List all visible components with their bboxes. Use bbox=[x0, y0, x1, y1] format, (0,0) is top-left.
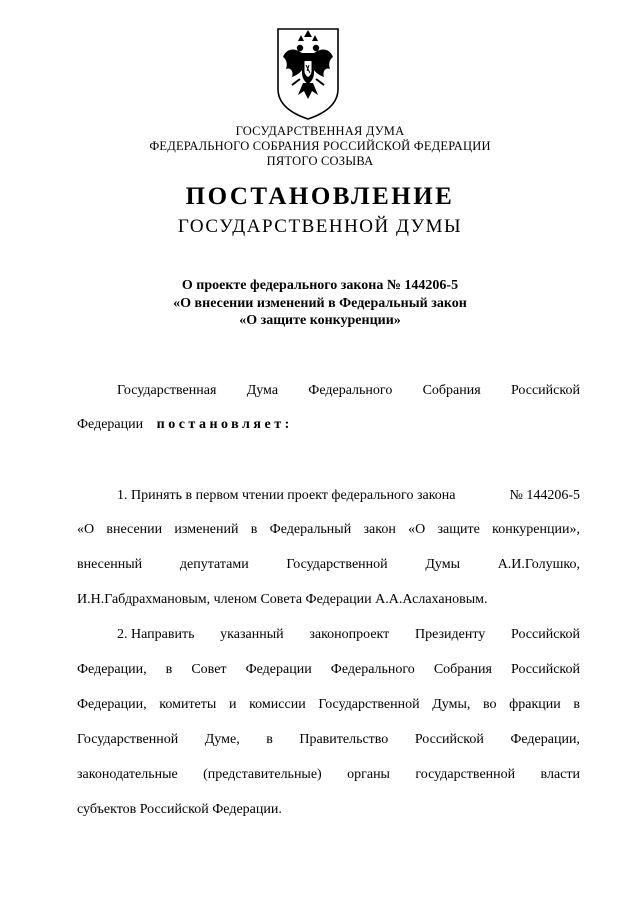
body-word: Государственной bbox=[286, 557, 388, 572]
subject-line-3: «О защите конкуренции» bbox=[239, 313, 401, 328]
body-word: Думы bbox=[425, 557, 460, 572]
body-word: 2. Направить bbox=[117, 627, 195, 642]
item2-line-4 bbox=[77, 732, 580, 748]
body-word: внесенный bbox=[77, 557, 143, 572]
body-word: Российской bbox=[414, 732, 484, 747]
item2-line-1 bbox=[117, 627, 580, 643]
document-subtitle: ГОСУДАРСТВЕННОЙ ДУМЫ bbox=[177, 216, 463, 237]
body-word: в bbox=[266, 732, 273, 747]
body-word: Собрания bbox=[433, 662, 492, 677]
body-word: законопроект bbox=[309, 627, 390, 642]
preamble-line-1 bbox=[117, 383, 580, 399]
issuer-header bbox=[0, 124, 640, 169]
body-word: А.И.Голушко, bbox=[497, 557, 580, 572]
body-word: Российской bbox=[511, 627, 580, 642]
body-word: Президенту bbox=[415, 627, 486, 642]
document-title: ПОСТАНОВЛЕНИЕ bbox=[185, 183, 455, 210]
decrees-word: постановляет: bbox=[156, 417, 293, 432]
body-word: Думы, bbox=[432, 697, 471, 712]
preamble-line-2 bbox=[77, 417, 293, 433]
preamble-word: Российской bbox=[510, 383, 580, 398]
issuer-line-1: ГОСУДАРСТВЕННАЯ ДУМА bbox=[235, 124, 405, 138]
item1-line-3 bbox=[77, 557, 580, 573]
preamble-word: Федерального bbox=[308, 383, 393, 398]
item2-line-2 bbox=[77, 662, 580, 678]
coat-of-arms-emblem bbox=[276, 27, 340, 120]
body-word: Думе, bbox=[204, 732, 240, 747]
body-word: депутатами bbox=[179, 557, 249, 572]
item2-line-6: субъектов Российской Федерации. bbox=[77, 802, 282, 817]
body-word: Правительство bbox=[299, 732, 389, 747]
resolution-subject bbox=[0, 277, 640, 330]
body-word: и bbox=[228, 697, 237, 712]
preamble-federation: Федерации bbox=[77, 417, 144, 432]
body-word: комитеты bbox=[159, 697, 217, 712]
body-word: в bbox=[573, 697, 580, 712]
preamble-word: Собрания bbox=[422, 383, 481, 398]
body-word: Совет bbox=[191, 662, 227, 677]
body-word: в bbox=[165, 662, 173, 677]
body-word: Российской bbox=[511, 662, 580, 677]
subject-line-1: О проекте федерального закона № 144206-5 bbox=[181, 278, 459, 293]
body-word: власти bbox=[540, 767, 580, 782]
body-word: (представительные) bbox=[203, 767, 322, 782]
body-word: Федерации, bbox=[510, 732, 580, 747]
preamble-word: Дума bbox=[246, 383, 279, 398]
preamble-word: Государственная bbox=[117, 383, 217, 398]
issuer-line-3: ПЯТОГО СОЗЫВА bbox=[266, 154, 374, 168]
item1-line-4: И.Н.Габдрахмановым, членом Совета Федерации А.А.Аслахановым. bbox=[77, 592, 488, 607]
item2-line-5 bbox=[77, 767, 580, 783]
issuer-line-2: ФЕДЕРАЛЬНОГО СОБРАНИЯ РОССИЙСКОЙ ФЕДЕРАЦИИ bbox=[149, 139, 491, 153]
body-word: во bbox=[483, 697, 497, 712]
body-word: государственной bbox=[415, 767, 516, 782]
body-word: Федерального bbox=[330, 662, 415, 677]
item1-line-2: «О внесении изменений в Федеральный закон «О защите конкуренции», bbox=[77, 522, 580, 537]
body-word: Федерации bbox=[245, 662, 312, 677]
body-word: органы bbox=[347, 767, 390, 782]
body-word: указанный bbox=[220, 627, 284, 642]
item2-line-3 bbox=[77, 697, 580, 713]
body-word: Государственной bbox=[318, 697, 420, 712]
bill-number: № 144206-5 bbox=[509, 488, 580, 503]
body-word: законодательные bbox=[77, 767, 178, 782]
item1-text: 1. Принять в первом чтении проект федерального закона bbox=[117, 488, 456, 503]
item1-line-1 bbox=[117, 488, 580, 504]
subject-line-2: «О внесении изменений в Федеральный закон bbox=[173, 295, 467, 311]
body-word: Федерации, bbox=[77, 662, 147, 677]
body-word: фракции bbox=[509, 697, 561, 712]
body-word: комиссии bbox=[249, 697, 306, 712]
body-word: Федерации, bbox=[77, 697, 147, 712]
body-word: Государственной bbox=[77, 732, 179, 747]
